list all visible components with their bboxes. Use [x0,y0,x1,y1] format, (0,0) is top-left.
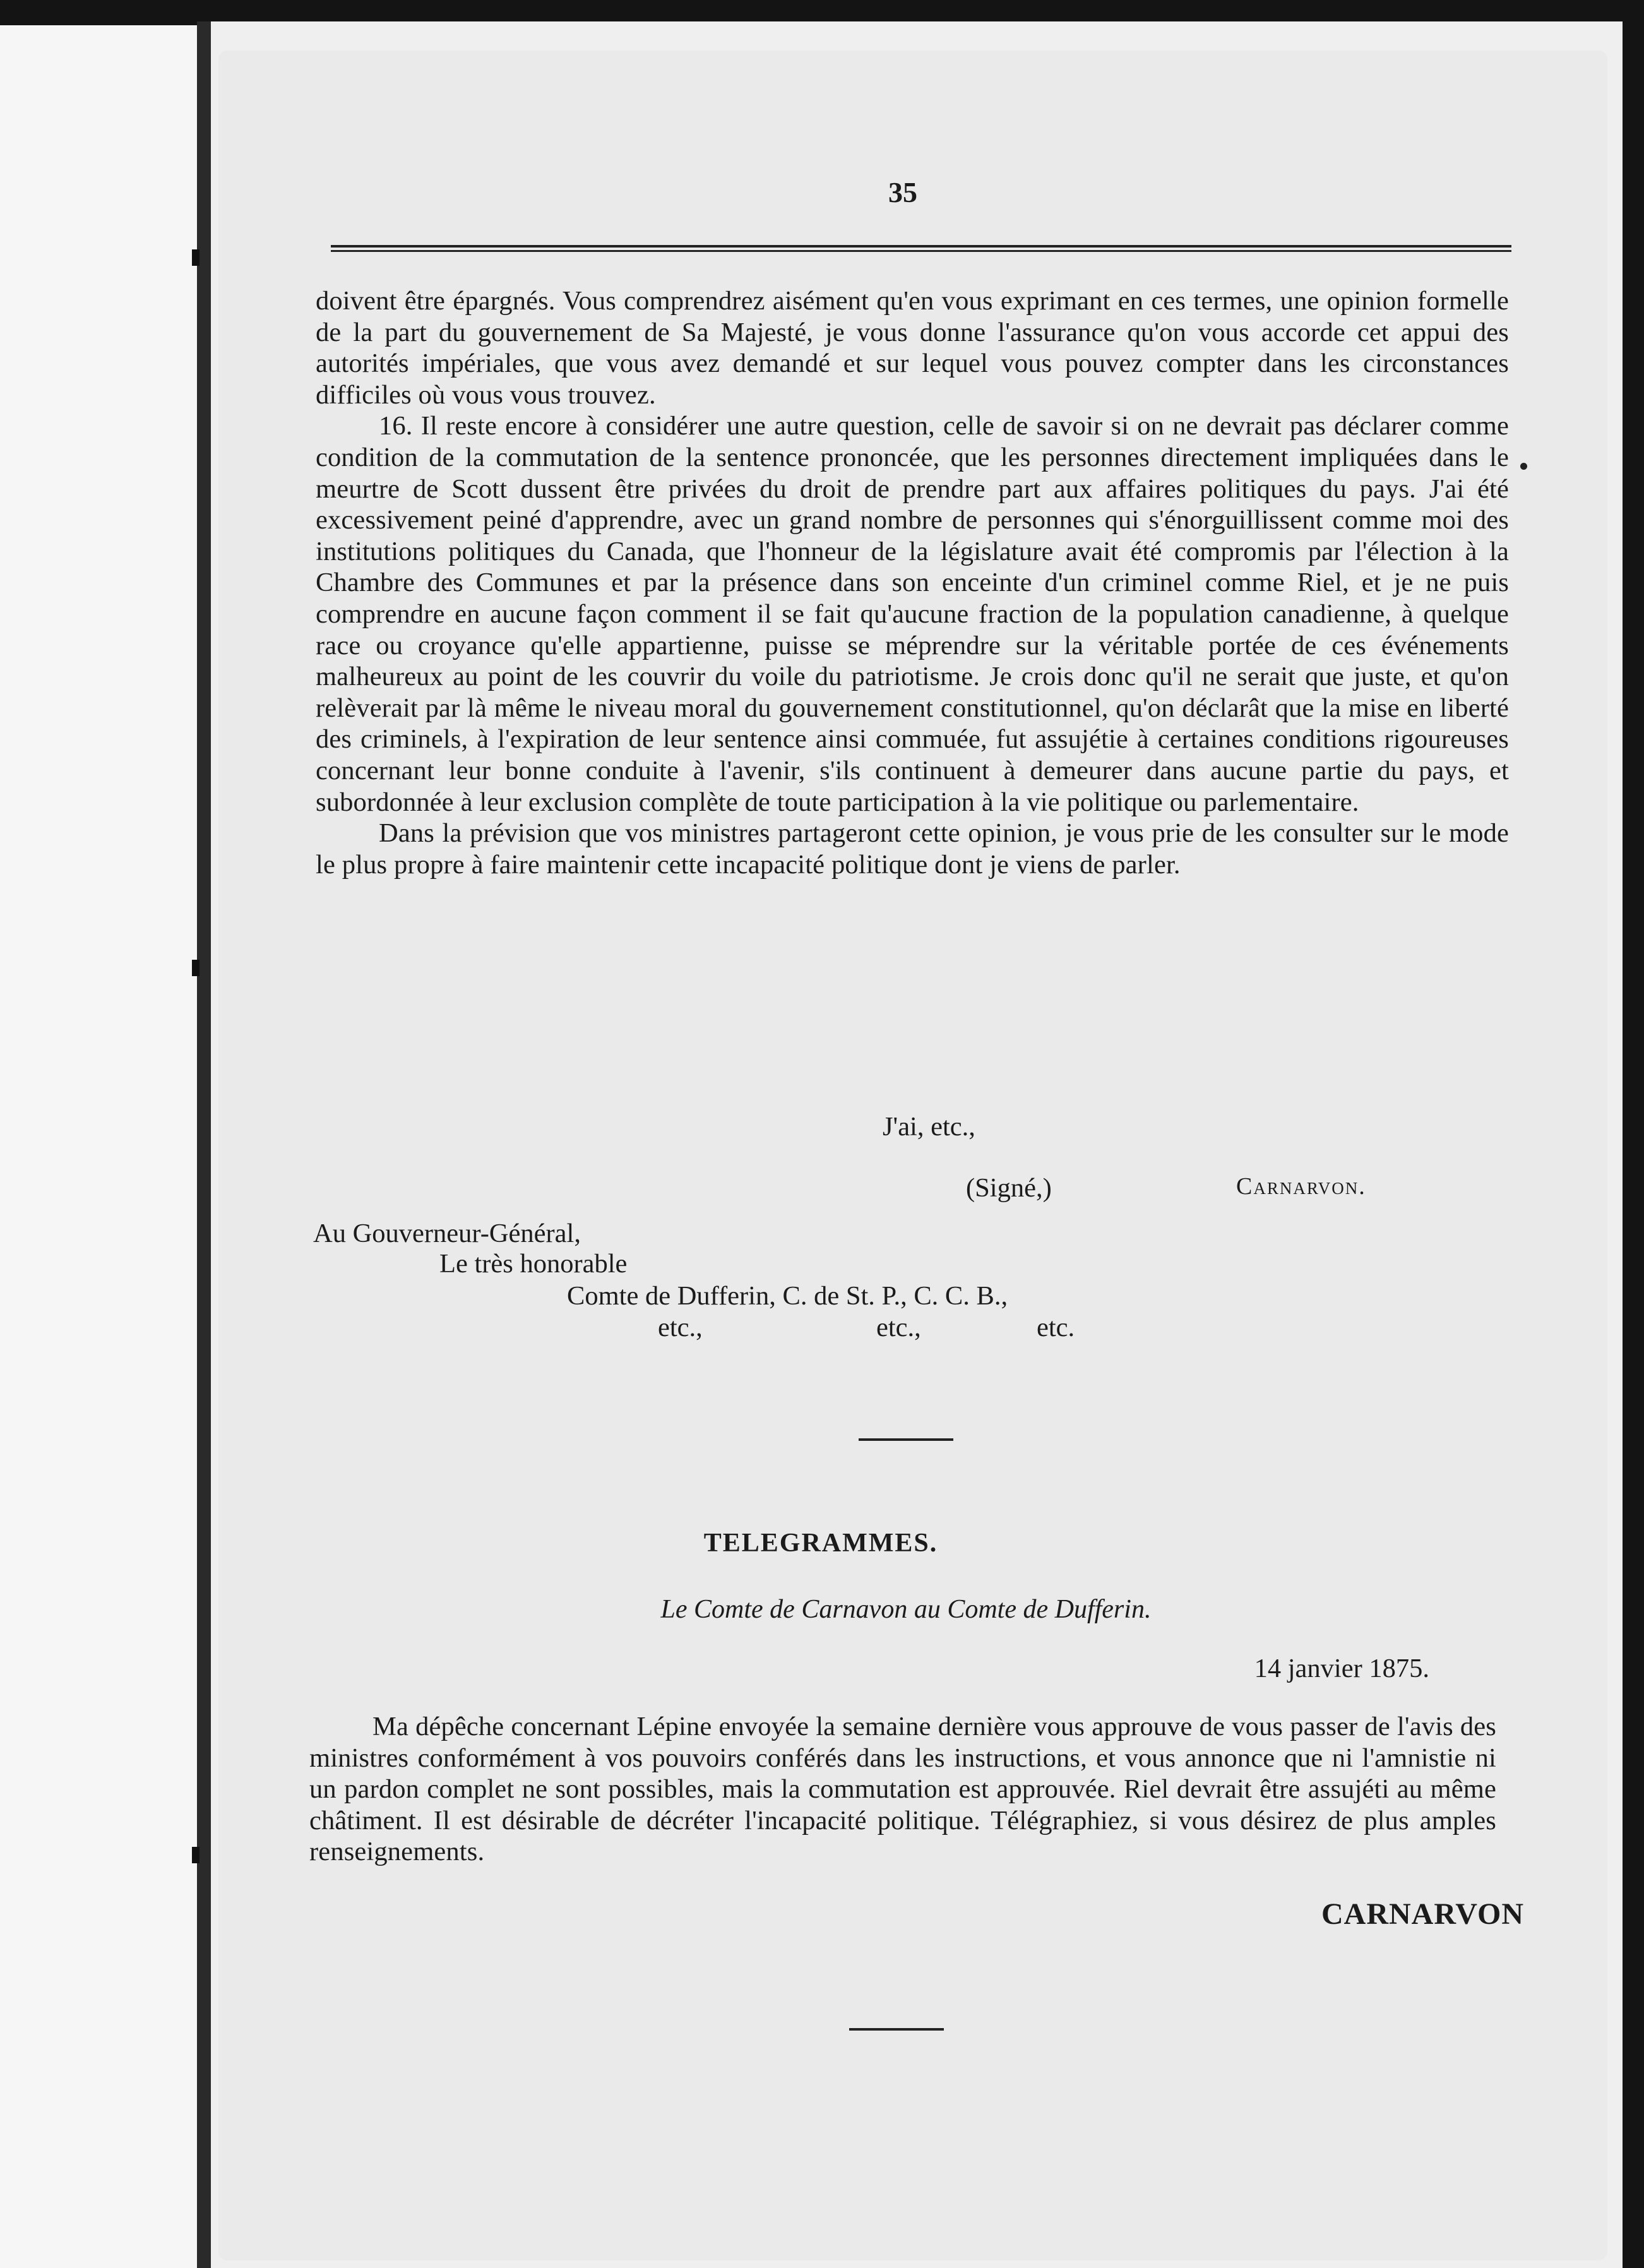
address-etc: etc., [658,1313,703,1342]
facing-page-edge [0,25,199,2268]
paragraph: doivent être épargnés. Vous comprendrez aisément qu'en vous exprimant en ces termes, une opinion formelle de la part du gouvernement de Sa Majesté, je vous donne l'assurance qu'on vous accorde cet appui des autorités impériales, que vous avez demandé et sur lequel vous pouvez compter dans les circonstances difficiles où vous vous trouvez. [316,286,1509,410]
paragraph: 16. Il reste encore à considérer une autre question, celle de savoir si on ne devrait pas déclarer comme condition de la commutation de la sentence prononcée, que les personnes directement impliquées dans le meurtre de Scott dussent être privées du droit de prendre part aux affaires politiques du pays. J'ai été excessivement peiné d'apprendre, avec un grand nombre de personnes qui s'énorguillissent comme moi des institutions politiques du Canada, que l'honneur de la législature avait été compromis par l'élection à la Chambre des Communes et par la présence dans son enceinte d'un criminel comme Riel, et je ne puis comprendre en aucune façon comment il se fait qu'aucune fraction de la population canadienne, à quelque race ou croyance qu'elle appartienne, puisse se méprendre sur la véritable portée de ces événements malheureux au point de les couvrir du voile du patriotisme. Je crois donc qu'il ne serait que juste, et qu'on relèverait par là même le niveau moral du gouvernement constitutionnel, qu'on déclarât que la mise en liberté des criminels, à l'expiration de leur sentence ainsi commuée, fut assujétie à certaines conditions rigoureuses concernant leur bonne conduite à l'avenir, s'ils continuent à demeurer dans aucune partie du pays, et subordonnée à leur exclusion complète de toute participation à la vie politique ou parlementaire. [316,411,1509,817]
letter-body [316,285,1509,880]
closing-line: J'ai, etc., [883,1112,975,1142]
paragraph: Dans la prévision que vos ministres partageront cette opinion, je vous prie de les consulter sur le mode le plus propre à faire maintenir cette incapacité politique dont je viens de parler. [316,818,1509,880]
section-divider [859,1438,953,1441]
signed-label: (Signé,) [966,1173,1052,1203]
binding-mark [192,249,200,266]
page-number: 35 [888,176,917,208]
section-divider [849,2028,944,2031]
letter-signature: Carnarvon. [1236,1173,1366,1200]
address-etc: etc. [1037,1313,1075,1342]
telegram-signature: CARNARVON [1321,1897,1524,1931]
paragraph: Ma dépêche concernant Lépine envoyée la semaine dernière vous approuve de vous passer de l'avis des ministres conformément à vos pouvoirs conférés dans les instructions, et vous annonce que ni l'amnistie ni un pardon complet ne sont possibles, mais la commutation est approuvée. Riel devrait être assujéti au même châtiment. Il est désirable de décréter l'incapacité politique. Télégraphiez, si vous désirez de plus amples renseignements. [309,1712,1496,1867]
address-line: Au Gouverneur-Général, [313,1219,581,1248]
address-line: Le très honorable [439,1249,628,1279]
telegram-body [309,1711,1496,1868]
binding-mark [192,960,200,976]
telegram-subheading: Le Comte de Carnavon au Comte de Dufferin. [660,1595,1152,1624]
telegrams-heading: TELEGRAMMES. [703,1529,938,1558]
address-etc: etc., [876,1313,921,1342]
binding-mark [192,1847,200,1863]
telegram-date: 14 janvier 1875. [1254,1654,1429,1683]
ink-spot [1520,463,1527,470]
address-line: Comte de Dufferin, C. de St. P., C. C. B., [567,1281,1008,1311]
book-binding [197,21,211,2268]
header-rule [331,245,1511,252]
